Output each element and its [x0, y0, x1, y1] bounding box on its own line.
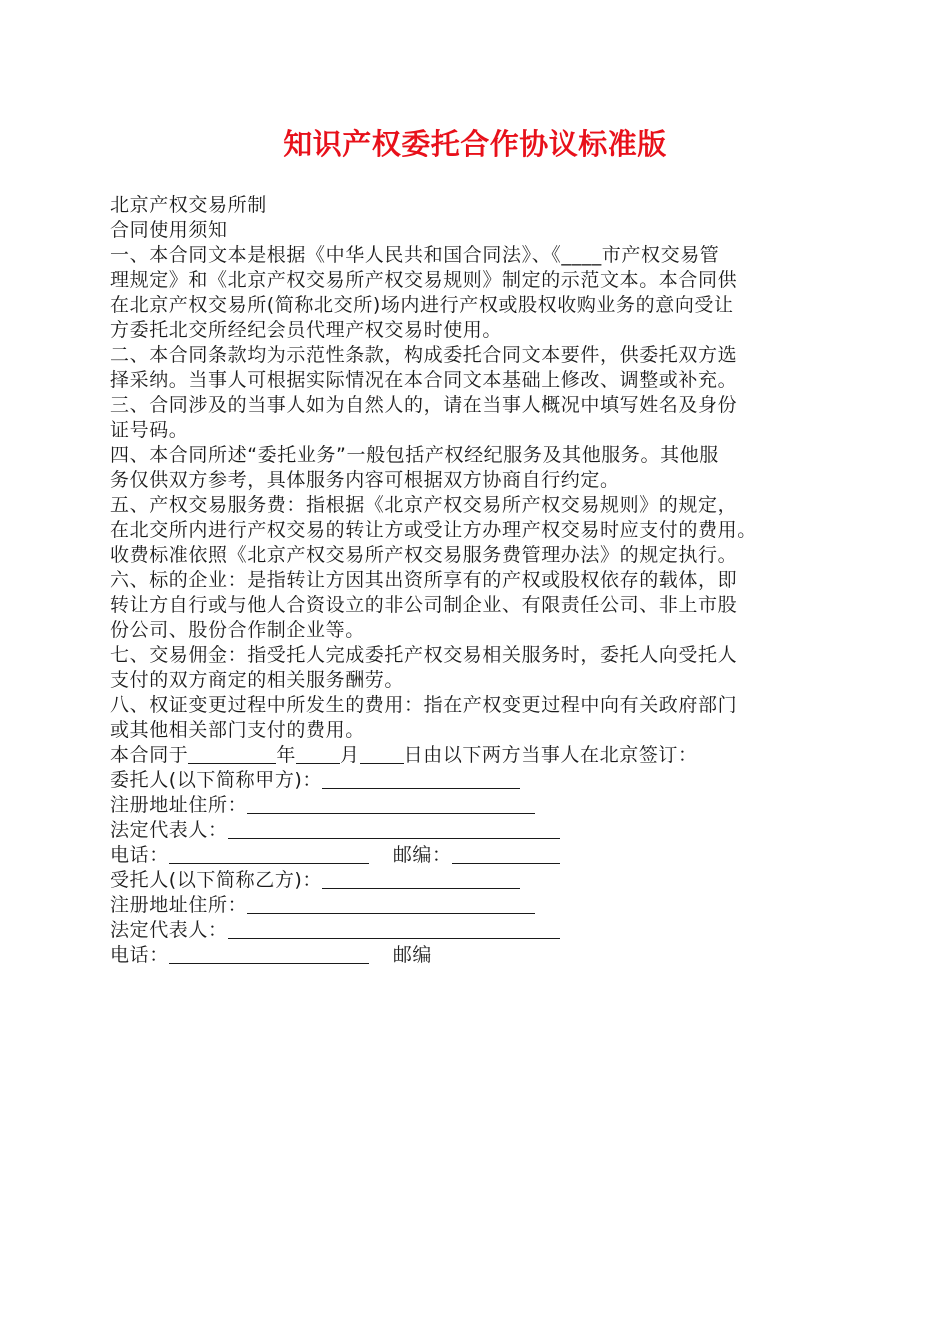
text-line: 北京产权交易所制	[110, 194, 267, 216]
year-label: 年	[276, 744, 297, 766]
text-line: 六、标的企业：是指转让方因其出资所享有的产权或股权依存的载体，即	[110, 569, 738, 591]
month-label: 月	[340, 744, 360, 766]
document-body	[110, 193, 850, 968]
day-field[interactable]	[360, 743, 404, 764]
party-b-phone-label: 电话：	[110, 944, 169, 966]
party-b-rep-row	[110, 918, 850, 943]
party-a-name-row	[110, 768, 850, 793]
party-a-address-row	[110, 793, 850, 818]
signing-date-row	[110, 743, 850, 768]
text-line: 份公司、股份合作制企业等。	[110, 619, 365, 641]
text-line: 一、本合同文本是根据《中华人民共和国合同法》、《____市产权交易管	[110, 244, 720, 266]
document-title: 知识产权委托合作协议标准版	[283, 127, 667, 161]
party-b-address-row	[110, 893, 850, 918]
text-line: 转让方自行或与他人合资设立的非公司制企业、有限责任公司、非上市股	[110, 594, 738, 616]
text-line: 择采纳。当事人可根据实际情况在本合同文本基础上修改、调整或补充。	[110, 369, 738, 391]
party-b-postcode-label: 邮编	[392, 944, 433, 966]
party-a-name-field[interactable]	[322, 768, 520, 789]
text-line: 三、合同涉及的当事人如为自然人的，请在当事人概况中填写姓名及身份	[110, 394, 738, 416]
text-line: 二、本合同条款均为示范性条款，构成委托合同文本要件，供委托双方选	[110, 344, 738, 366]
party-a-name-label: 委托人(以下简称甲方)：	[110, 769, 323, 791]
party-b-name-row	[110, 868, 850, 893]
party-a-address-label: 注册地址住所：	[110, 794, 248, 816]
party-a-phone-label: 电话：	[110, 844, 169, 866]
signing-suffix: 日由以下两方当事人在北京签订：	[403, 744, 698, 766]
party-a-rep-field[interactable]	[228, 818, 560, 839]
party-b-address-field[interactable]	[247, 893, 535, 914]
party-a-address-field[interactable]	[247, 793, 535, 814]
text-line: 证号码。	[110, 419, 189, 441]
text-line: 理规定》和《北京产权交易所产权交易规则》制定的示范文本。本合同供	[110, 269, 738, 291]
party-a-phone-field[interactable]	[169, 843, 369, 864]
signing-prefix: 本合同于	[110, 744, 189, 766]
party-b-rep-label: 法定代表人：	[110, 919, 228, 941]
party-b-name-field[interactable]	[322, 868, 520, 889]
party-a-postcode-field[interactable]	[452, 843, 560, 864]
party-b-phone-field[interactable]	[169, 943, 369, 964]
text-line: 方委托北交所经纪会员代理产权交易时使用。	[110, 319, 503, 341]
year-field[interactable]	[188, 743, 276, 764]
text-line: 收费标准依照《北京产权交易所产权交易服务费管理办法》的规定执行。	[110, 544, 738, 566]
text-line: 七、交易佣金：指受托人完成委托产权交易相关服务时，委托人向受托人	[110, 644, 738, 666]
party-b-address-label: 注册地址住所：	[110, 894, 248, 916]
party-a-phone-row	[110, 843, 850, 868]
text-line: 或其他相关部门支付的费用。	[110, 719, 365, 741]
party-b-phone-row	[110, 943, 850, 968]
text-line: 在北京产权交易所(简称北交所)场内进行产权或股权收购业务的意向受让	[110, 294, 734, 316]
text-line: 在北交所内进行产权交易的转让方或受让方办理产权交易时应支付的费用。	[110, 519, 757, 541]
text-line: 八、权证变更过程中所发生的费用：指在产权变更过程中向有关政府部门	[110, 694, 738, 716]
party-b-rep-field[interactable]	[228, 918, 560, 939]
text-line: 务仅供双方参考，具体服务内容可根据双方协商自行约定。	[110, 469, 620, 491]
text-line: 合同使用须知	[110, 219, 228, 241]
text-line: 四、本合同所述“委托业务”一般包括产权经纪服务及其他服务。其他服	[110, 444, 719, 466]
text-line: 支付的双方商定的相关服务酬劳。	[110, 669, 405, 691]
party-b-name-label: 受托人(以下简称乙方)：	[110, 869, 323, 891]
party-a-rep-row	[110, 818, 850, 843]
month-field[interactable]	[296, 743, 340, 764]
party-a-postcode-label: 邮编：	[392, 844, 452, 866]
text-line: 五、产权交易服务费：指根据《北京产权交易所产权交易规则》的规定，	[110, 494, 738, 516]
party-a-rep-label: 法定代表人：	[110, 819, 228, 841]
